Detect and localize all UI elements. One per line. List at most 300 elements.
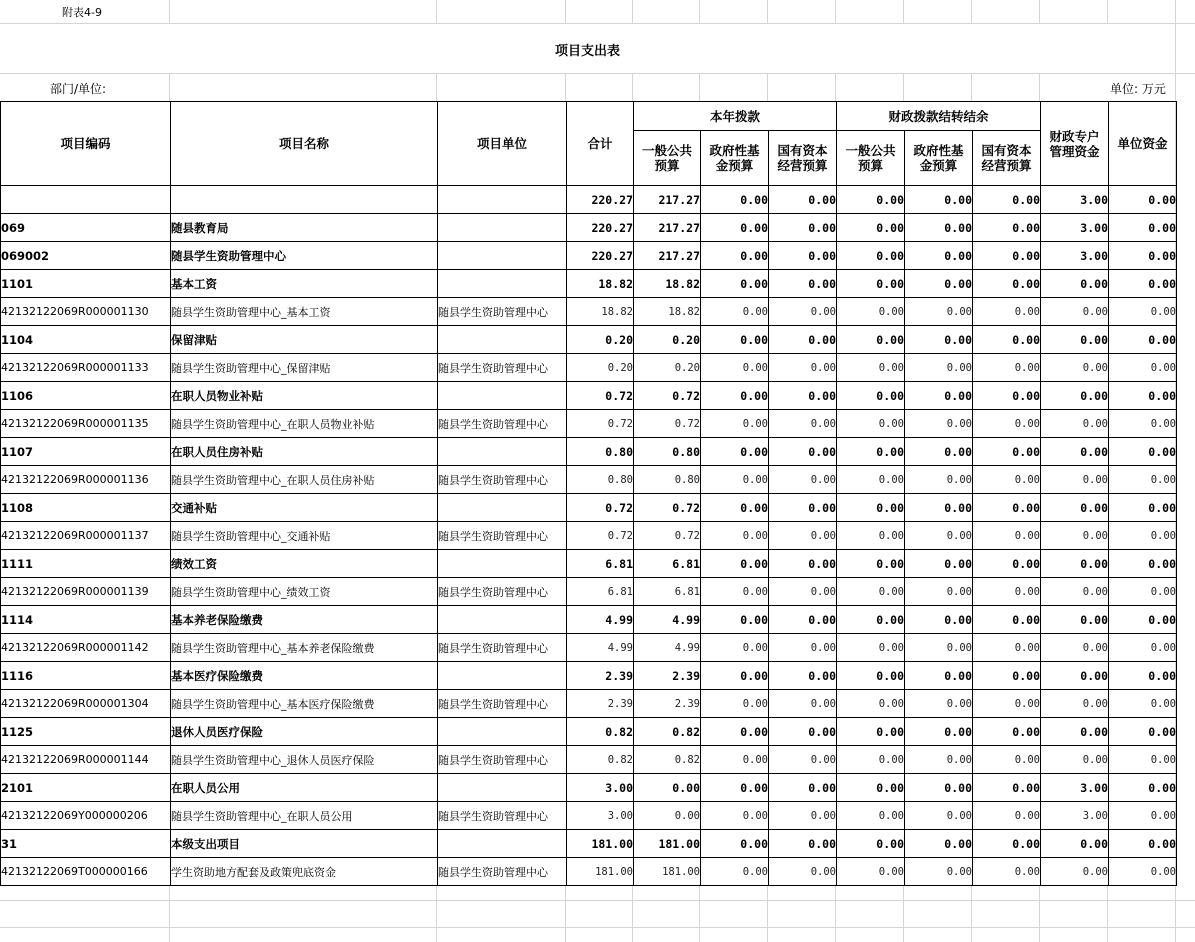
project-code-cell: 42132122069Y000000206 [1,802,171,830]
g2-capital-cell: 0.00 [973,746,1041,774]
g2-capital-cell: 0.00 [973,326,1041,354]
g2-capital-cell: 0.00 [973,494,1041,522]
project-unit-cell [438,186,567,214]
own-funds-cell: 0.00 [1109,662,1177,690]
g2-fund-cell: 0.00 [905,354,973,382]
project-unit-cell [438,494,567,522]
g2-general-cell: 0.00 [837,382,905,410]
g1-capital-cell: 0.00 [769,634,837,662]
g2-fund-cell: 0.00 [905,214,973,242]
total-cell: 3.00 [567,802,634,830]
project-unit-cell [438,214,567,242]
g2-fund-cell: 0.00 [905,718,973,746]
table-row [1,830,1177,858]
special-account-cell: 0.00 [1041,718,1109,746]
project-name-cell: 本级支出项目 [171,830,438,858]
total-cell: 181.00 [567,830,634,858]
g1-fund-cell: 0.00 [701,522,769,550]
g1-fund-cell: 0.00 [701,634,769,662]
g1-fund-cell: 0.00 [701,494,769,522]
own-funds-cell: 0.00 [1109,634,1177,662]
project-code-cell: 42132122069R000001304 [1,690,171,718]
g1-fund-cell: 0.00 [701,606,769,634]
project-name-cell [171,186,438,214]
special-account-cell: 0.00 [1041,578,1109,606]
g1-fund-cell: 0.00 [701,774,769,802]
g1-fund-cell: 0.00 [701,186,769,214]
special-account-cell: 0.00 [1041,662,1109,690]
total-cell: 18.82 [567,270,634,298]
project-code-cell: 1108 [1,494,171,522]
project-code-cell: 42132122069R000001135 [1,410,171,438]
g1-capital-cell: 0.00 [769,494,837,522]
project-name-cell: 随县教育局 [171,214,438,242]
special-account-cell: 0.00 [1041,494,1109,522]
project-unit-cell [438,326,567,354]
g1-capital-cell: 0.00 [769,438,837,466]
project-unit-cell [438,550,567,578]
special-account-cell: 0.00 [1041,466,1109,494]
table-row [1,718,1177,746]
g2-capital-cell: 0.00 [973,858,1041,886]
table-row [1,354,1177,382]
g2-general-cell: 0.00 [837,270,905,298]
special-account-cell: 3.00 [1041,774,1109,802]
g1-general-cell: 18.82 [634,270,701,298]
g2-general-cell: 0.00 [837,298,905,326]
g2-fund-cell: 0.00 [905,186,973,214]
table-row [1,550,1177,578]
header-code: 项目编码 [1,102,171,186]
g1-general-cell: 0.82 [634,746,701,774]
g2-general-cell: 0.00 [837,830,905,858]
header-total: 合计 [567,102,634,186]
g1-general-cell: 0.72 [634,382,701,410]
g2-general-cell: 0.00 [837,578,905,606]
own-funds-cell: 0.00 [1109,802,1177,830]
special-account-cell: 0.00 [1041,522,1109,550]
g1-general-cell: 217.27 [634,214,701,242]
g2-general-cell: 0.00 [837,242,905,270]
project-name-cell: 交通补贴 [171,494,438,522]
project-name-cell: 在职人员公用 [171,774,438,802]
own-funds-cell: 0.00 [1109,298,1177,326]
own-funds-cell: 0.00 [1109,774,1177,802]
g2-capital-cell: 0.00 [973,466,1041,494]
g1-general-cell: 0.80 [634,466,701,494]
project-code-cell: 1106 [1,382,171,410]
header-unit: 项目单位 [438,102,567,186]
project-name-cell: 绩效工资 [171,550,438,578]
project-name-cell: 随县学生资助管理中心_在职人员物业补贴 [171,410,438,438]
project-name-cell: 随县学生资助管理中心_在职人员公用 [171,802,438,830]
g1-capital-cell: 0.00 [769,662,837,690]
g2-capital-cell: 0.00 [973,718,1041,746]
g2-general-cell: 0.00 [837,550,905,578]
table-row [1,858,1177,886]
g2-general-cell: 0.00 [837,662,905,690]
project-code-cell [1,186,171,214]
project-unit-cell: 随县学生资助管理中心 [438,802,567,830]
header-g2-capital: 国有资本经营预算 [973,131,1041,186]
table-row [1,774,1177,802]
project-code-cell: 42132122069R000001144 [1,746,171,774]
g2-fund-cell: 0.00 [905,326,973,354]
header-own-funds: 单位资金 [1109,102,1177,186]
g1-general-cell: 2.39 [634,662,701,690]
project-code-cell: 1101 [1,270,171,298]
g1-capital-cell: 0.00 [769,466,837,494]
total-cell: 0.80 [567,466,634,494]
g2-fund-cell: 0.00 [905,606,973,634]
page-title: 项目支出表 [554,44,620,59]
header-group-current-year: 本年拨款 [634,102,837,131]
project-code-cell: 42132122069R000001133 [1,354,171,382]
table-body [1,186,1177,886]
g1-capital-cell: 0.00 [769,242,837,270]
special-account-cell: 3.00 [1041,242,1109,270]
project-code-cell: 42132122069R000001136 [1,466,171,494]
project-name-cell: 随县学生资助管理中心_在职人员住房补贴 [171,466,438,494]
special-account-cell: 0.00 [1041,270,1109,298]
special-account-cell: 0.00 [1041,326,1109,354]
project-name-cell: 退休人员医疗保险 [171,718,438,746]
project-name-cell: 基本医疗保险缴费 [171,662,438,690]
g2-capital-cell: 0.00 [973,382,1041,410]
total-cell: 0.72 [567,382,634,410]
g1-general-cell: 18.82 [634,298,701,326]
g1-fund-cell: 0.00 [701,802,769,830]
special-account-cell: 0.00 [1041,830,1109,858]
g1-fund-cell: 0.00 [701,298,769,326]
total-cell: 2.39 [567,662,634,690]
g2-fund-cell: 0.00 [905,634,973,662]
table-row [1,270,1177,298]
header-g1-general: 一般公共预算 [634,131,701,186]
project-unit-cell [438,438,567,466]
header-g1-capital: 国有资本经营预算 [769,131,837,186]
own-funds-cell: 0.00 [1109,270,1177,298]
g2-general-cell: 0.00 [837,466,905,494]
header-special-account: 财政专户管理资金 [1041,102,1109,186]
g1-capital-cell: 0.00 [769,690,837,718]
own-funds-cell: 0.00 [1109,354,1177,382]
g1-capital-cell: 0.00 [769,186,837,214]
total-cell: 0.72 [567,522,634,550]
g1-capital-cell: 0.00 [769,522,837,550]
project-code-cell: 1111 [1,550,171,578]
project-name-cell: 基本养老保险缴费 [171,606,438,634]
table-row [1,438,1177,466]
g2-capital-cell: 0.00 [973,634,1041,662]
own-funds-cell: 0.00 [1109,690,1177,718]
project-unit-cell: 随县学生资助管理中心 [438,858,567,886]
g1-general-cell: 4.99 [634,634,701,662]
special-account-cell: 0.00 [1041,438,1109,466]
project-name-cell: 随县学生资助管理中心_基本工资 [171,298,438,326]
g2-fund-cell: 0.00 [905,662,973,690]
g1-capital-cell: 0.00 [769,746,837,774]
project-name-cell: 随县学生资助管理中心 [171,242,438,270]
own-funds-cell: 0.00 [1109,578,1177,606]
g2-capital-cell: 0.00 [973,186,1041,214]
g2-fund-cell: 0.00 [905,550,973,578]
own-funds-cell: 0.00 [1109,858,1177,886]
g2-capital-cell: 0.00 [973,354,1041,382]
total-cell: 0.20 [567,326,634,354]
g2-general-cell: 0.00 [837,410,905,438]
total-cell: 3.00 [567,774,634,802]
table-row [1,382,1177,410]
g2-general-cell: 0.00 [837,858,905,886]
project-name-cell: 随县学生资助管理中心_交通补贴 [171,522,438,550]
g2-fund-cell: 0.00 [905,382,973,410]
g1-fund-cell: 0.00 [701,410,769,438]
own-funds-cell: 0.00 [1109,718,1177,746]
total-cell: 4.99 [567,606,634,634]
g2-capital-cell: 0.00 [973,774,1041,802]
g2-fund-cell: 0.00 [905,494,973,522]
own-funds-cell: 0.00 [1109,830,1177,858]
project-name-cell: 随县学生资助管理中心_基本养老保险缴费 [171,634,438,662]
g1-fund-cell: 0.00 [701,326,769,354]
special-account-cell: 3.00 [1041,186,1109,214]
g2-fund-cell: 0.00 [905,690,973,718]
g1-fund-cell: 0.00 [701,830,769,858]
g1-capital-cell: 0.00 [769,214,837,242]
g1-general-cell: 4.99 [634,606,701,634]
table-row [1,634,1177,662]
g2-capital-cell: 0.00 [973,802,1041,830]
header-g2-fund: 政府性基金预算 [905,131,973,186]
own-funds-cell: 0.00 [1109,326,1177,354]
g2-fund-cell: 0.00 [905,410,973,438]
g2-fund-cell: 0.00 [905,466,973,494]
g2-fund-cell: 0.00 [905,802,973,830]
g1-general-cell: 217.27 [634,186,701,214]
g1-capital-cell: 0.00 [769,578,837,606]
own-funds-cell: 0.00 [1109,382,1177,410]
g1-capital-cell: 0.00 [769,830,837,858]
g2-capital-cell: 0.00 [973,690,1041,718]
g2-general-cell: 0.00 [837,326,905,354]
g2-capital-cell: 0.00 [973,410,1041,438]
project-code-cell: 069002 [1,242,171,270]
own-funds-cell: 0.00 [1109,410,1177,438]
g1-fund-cell: 0.00 [701,214,769,242]
project-unit-cell: 随县学生资助管理中心 [438,410,567,438]
project-unit-cell [438,270,567,298]
g2-capital-cell: 0.00 [973,298,1041,326]
g2-fund-cell: 0.00 [905,858,973,886]
table-row [1,242,1177,270]
g2-general-cell: 0.00 [837,494,905,522]
table-row [1,466,1177,494]
project-unit-cell: 随县学生资助管理中心 [438,298,567,326]
project-unit-cell [438,662,567,690]
own-funds-cell: 0.00 [1109,214,1177,242]
g2-fund-cell: 0.00 [905,830,973,858]
g2-capital-cell: 0.00 [973,578,1041,606]
project-code-cell: 1125 [1,718,171,746]
total-cell: 0.72 [567,410,634,438]
own-funds-cell: 0.00 [1109,606,1177,634]
g1-fund-cell: 0.00 [701,242,769,270]
g2-fund-cell: 0.00 [905,298,973,326]
g1-general-cell: 2.39 [634,690,701,718]
g1-general-cell: 0.00 [634,774,701,802]
g1-capital-cell: 0.00 [769,326,837,354]
project-unit-cell: 随县学生资助管理中心 [438,522,567,550]
g1-fund-cell: 0.00 [701,746,769,774]
project-code-cell: 1116 [1,662,171,690]
g2-capital-cell: 0.00 [973,438,1041,466]
project-unit-cell: 随县学生资助管理中心 [438,690,567,718]
special-account-cell: 3.00 [1041,214,1109,242]
g1-general-cell: 6.81 [634,550,701,578]
table-row [1,746,1177,774]
table-row [1,298,1177,326]
g1-fund-cell: 0.00 [701,858,769,886]
own-funds-cell: 0.00 [1109,494,1177,522]
total-cell: 0.80 [567,438,634,466]
project-name-cell: 随县学生资助管理中心_绩效工资 [171,578,438,606]
project-code-cell: 31 [1,830,171,858]
special-account-cell: 3.00 [1041,802,1109,830]
project-unit-cell: 随县学生资助管理中心 [438,634,567,662]
appendix-note: 附表4-9 [62,6,102,19]
g1-fund-cell: 0.00 [701,382,769,410]
special-account-cell: 0.00 [1041,410,1109,438]
g1-general-cell: 0.82 [634,718,701,746]
table-row [1,494,1177,522]
own-funds-cell: 0.00 [1109,438,1177,466]
header-g2-general: 一般公共预算 [837,131,905,186]
table-row [1,578,1177,606]
g1-general-cell: 0.20 [634,326,701,354]
g2-fund-cell: 0.00 [905,522,973,550]
g1-general-cell: 0.72 [634,410,701,438]
table-row [1,802,1177,830]
g2-capital-cell: 0.00 [973,242,1041,270]
project-code-cell: 1104 [1,326,171,354]
project-name-cell: 在职人员住房补贴 [171,438,438,466]
g2-fund-cell: 0.00 [905,270,973,298]
total-cell: 0.20 [567,354,634,382]
total-cell: 6.81 [567,578,634,606]
total-cell: 0.82 [567,718,634,746]
total-cell: 220.27 [567,186,634,214]
unit-label: 单位: 万元 [1110,82,1166,96]
project-code-cell: 42132122069R000001139 [1,578,171,606]
project-unit-cell [438,830,567,858]
table-row [1,410,1177,438]
g1-capital-cell: 0.00 [769,858,837,886]
total-cell: 6.81 [567,550,634,578]
special-account-cell: 0.00 [1041,382,1109,410]
g2-capital-cell: 0.00 [973,522,1041,550]
project-unit-cell [438,242,567,270]
project-unit-cell [438,382,567,410]
project-unit-cell: 随县学生资助管理中心 [438,746,567,774]
g1-capital-cell: 0.00 [769,802,837,830]
g1-fund-cell: 0.00 [701,354,769,382]
g1-general-cell: 0.72 [634,522,701,550]
g1-general-cell: 181.00 [634,830,701,858]
g1-fund-cell: 0.00 [701,270,769,298]
project-unit-cell: 随县学生资助管理中心 [438,354,567,382]
total-cell: 18.82 [567,298,634,326]
g2-capital-cell: 0.00 [973,830,1041,858]
g2-general-cell: 0.00 [837,634,905,662]
g2-capital-cell: 0.00 [973,550,1041,578]
project-unit-cell: 随县学生资助管理中心 [438,466,567,494]
g1-capital-cell: 0.00 [769,606,837,634]
project-name-cell: 随县学生资助管理中心_退休人员医疗保险 [171,746,438,774]
g2-general-cell: 0.00 [837,438,905,466]
g2-general-cell: 0.00 [837,354,905,382]
table-row [1,522,1177,550]
g1-general-cell: 0.00 [634,802,701,830]
own-funds-cell: 0.00 [1109,550,1177,578]
g2-fund-cell: 0.00 [905,578,973,606]
table-row [1,186,1177,214]
g1-capital-cell: 0.00 [769,354,837,382]
project-code-cell: 1114 [1,606,171,634]
special-account-cell: 0.00 [1041,634,1109,662]
own-funds-cell: 0.00 [1109,522,1177,550]
g1-capital-cell: 0.00 [769,774,837,802]
table-row [1,326,1177,354]
g2-fund-cell: 0.00 [905,242,973,270]
special-account-cell: 0.00 [1041,746,1109,774]
project-code-cell: 2101 [1,774,171,802]
own-funds-cell: 0.00 [1109,746,1177,774]
g2-general-cell: 0.00 [837,186,905,214]
project-code-cell: 42132122069R000001130 [1,298,171,326]
total-cell: 2.39 [567,690,634,718]
g1-capital-cell: 0.00 [769,298,837,326]
table-row [1,690,1177,718]
g2-general-cell: 0.00 [837,690,905,718]
table-row [1,662,1177,690]
g1-fund-cell: 0.00 [701,466,769,494]
g1-general-cell: 217.27 [634,242,701,270]
own-funds-cell: 0.00 [1109,186,1177,214]
project-name-cell: 基本工资 [171,270,438,298]
g1-fund-cell: 0.00 [701,438,769,466]
project-name-cell: 保留津贴 [171,326,438,354]
special-account-cell: 0.00 [1041,354,1109,382]
project-name-cell: 在职人员物业补贴 [171,382,438,410]
g2-general-cell: 0.00 [837,214,905,242]
g1-fund-cell: 0.00 [701,550,769,578]
total-cell: 0.82 [567,746,634,774]
expense-table [0,101,1177,886]
total-cell: 0.72 [567,494,634,522]
special-account-cell: 0.00 [1041,298,1109,326]
g1-capital-cell: 0.00 [769,382,837,410]
project-unit-cell: 随县学生资助管理中心 [438,578,567,606]
project-name-cell: 随县学生资助管理中心_保留津贴 [171,354,438,382]
total-cell: 220.27 [567,214,634,242]
header-group-carryover: 财政拨款结转结余 [837,102,1041,131]
special-account-cell: 0.00 [1041,606,1109,634]
g1-general-cell: 0.72 [634,494,701,522]
project-code-cell: 42132122069R000001142 [1,634,171,662]
g1-general-cell: 0.20 [634,354,701,382]
department-label: 部门/单位: [50,82,107,96]
